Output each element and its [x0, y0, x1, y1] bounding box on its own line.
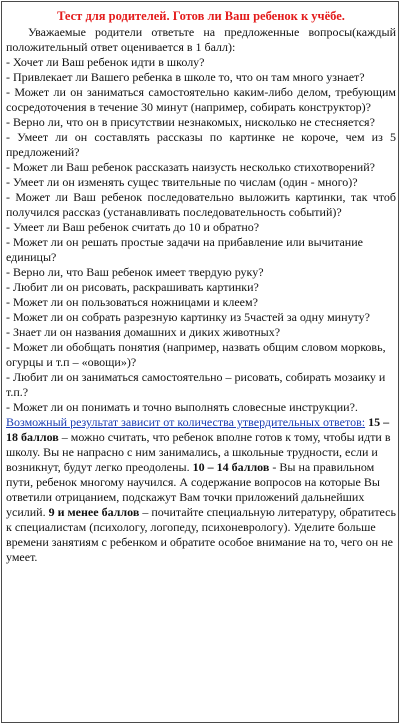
question-item: - Привлекает ли Вашего ребенка в школе то, что он там много узнает?	[6, 70, 365, 84]
score-range-mid: 10 – 14 баллов	[192, 460, 270, 474]
question-item: - Может ли он решать простые задачи на прибавление или вычитание единицы?	[6, 235, 363, 264]
question-item: - Любит ли он рисовать, раскрашивать картинки?	[6, 280, 259, 294]
question-item: - Может ли Ваш ребенок последовательно выложить картинки, так чтоб получился рассказ (устанавливать последовательность событий)?	[6, 190, 396, 219]
question-item: - Любит ли он заниматься самостоятельно – рисовать, собирать мозаику и т.п.?	[6, 370, 386, 399]
score-text-mid: - Вы на правильном пути, ребенок многому научился. А содержание вопросов на которые Вы ответили отрицанием, подскажут Вам точки приложений дальнейших усилий.	[6, 460, 380, 519]
result-heading: Возможный результат зависит от количества утвердительных ответов:	[6, 415, 366, 429]
question-item: - Может ли он заниматься самостоятельно каким-либо делом, требующим сосредоточения в течение 30 минут (например, собирать конструктор)?	[6, 85, 396, 114]
question-item: - Умеет ли он изменять сущес твительные по числам (один - много)?	[6, 175, 358, 189]
result-section	[6, 415, 396, 565]
question-list	[6, 55, 396, 415]
question-item: - Может ли он понимать и точно выполнять словесные инструкции?.	[6, 400, 358, 414]
score-text-high: – можно считать, что ребенок вполне готов к тому, чтобы идти в школу. Вы не напрасно с ним занимались, а школьные трудности, если и возникнут, будут легко преодолены.	[6, 430, 391, 474]
document-frame	[1, 1, 399, 723]
question-item: - Умеет ли он составлять рассказы по картинке не короче, чем из 5 предложений?	[6, 130, 396, 159]
score-range-high: 15 – 18 баллов	[6, 415, 390, 444]
document-content	[6, 8, 396, 565]
document-title: Тест для родителей. Готов ли Ваш ребенок к учёбе.	[57, 9, 345, 23]
question-item: - Может ли он собрать разрезную картинку из 5частей за одну минуту?	[6, 310, 370, 324]
question-item: - Верно ли, что он в присутствии незнакомых, нисколько не стесняется?	[6, 115, 375, 129]
question-item: - Знает ли он названия домашних и диких животных?	[6, 325, 281, 339]
question-item: - Хочет ли Ваш ребенок идти в школу?	[6, 55, 205, 69]
question-item: - Верно ли, что Ваш ребенок имеет твердую руку?	[6, 265, 264, 279]
question-item: - Умеет ли Ваш ребенок считать до 10 и обратно?	[6, 220, 260, 234]
score-text-low: – почитайте специальную литературу, обратитесь к специалистам (психологу, логопеду, психоневрологу). Уделите больше времени занятиям с ребенком и обратите особое внимание на то, чего он не умеет.	[6, 505, 396, 564]
score-range-low: 9 и менее баллов	[48, 505, 140, 519]
question-item: - Может ли обобщать понятия (например, назвать общим словом морковь, огурцы и т.п – «овощи»)?	[6, 340, 386, 369]
intro-paragraph: Уважаемые родители ответьте на предложенные вопросы(каждый положительный ответ оценивается в 1 балл):	[6, 25, 396, 54]
question-item: - Может ли Ваш ребенок рассказать наизусть несколько стихотворений?	[6, 160, 375, 174]
question-item: - Может ли он пользоваться ножницами и клеем?	[6, 295, 258, 309]
